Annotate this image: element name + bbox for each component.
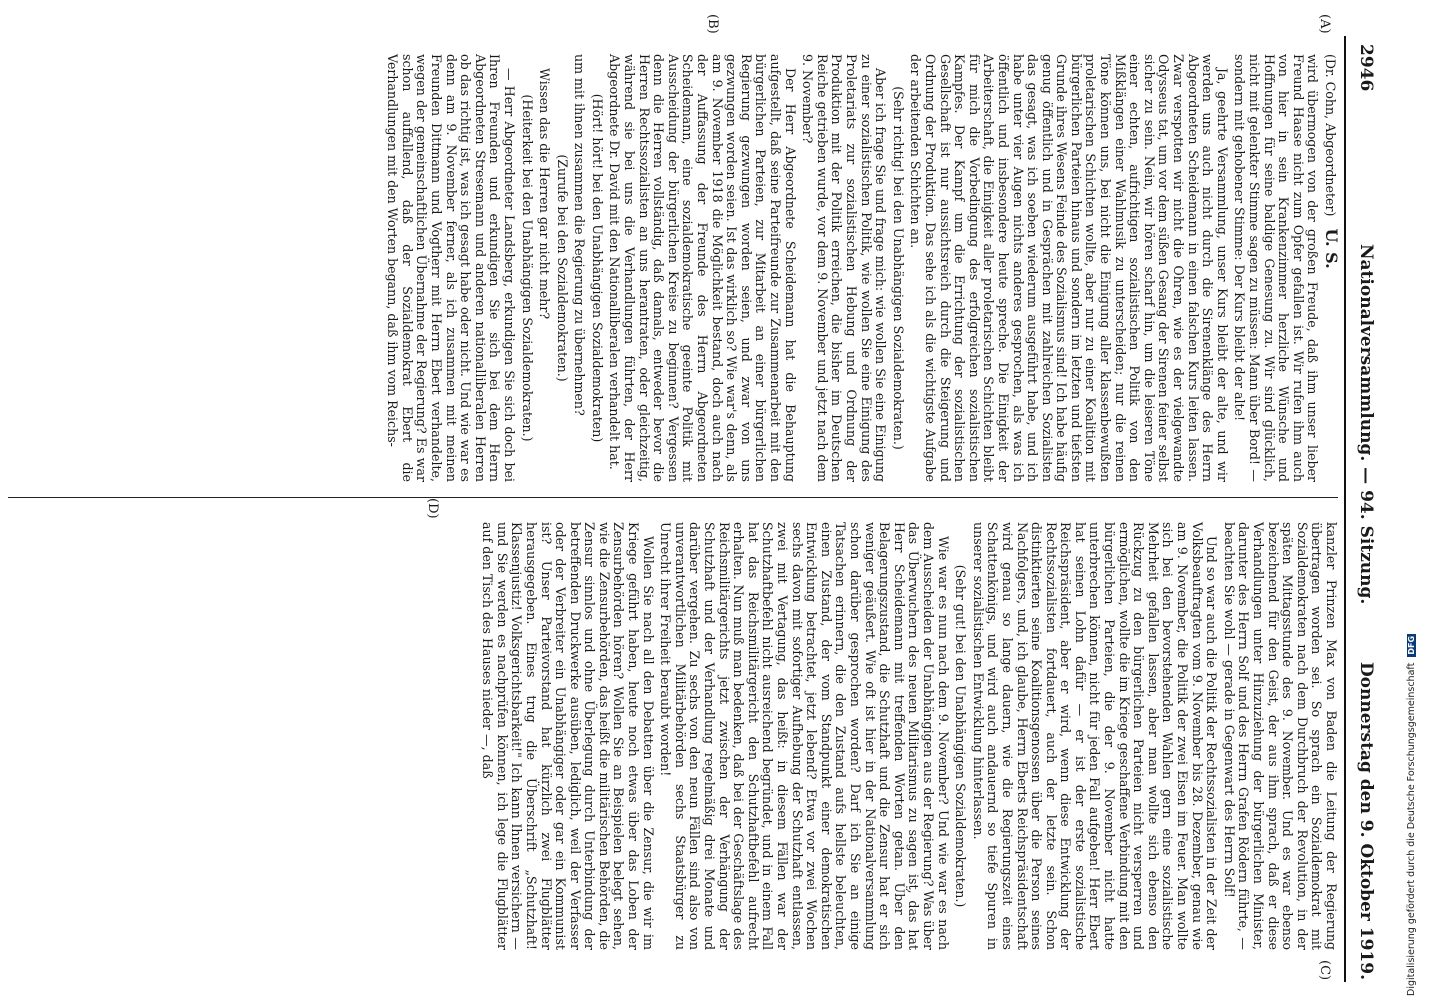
paragraph: Wissen das die Herren gar nicht mehr? [537, 68, 553, 320]
paragraph: Aber ich frage Sie und frage mich: wie wollen Sie eine Einigung zu einer sozialistischen Politik, wie wollen Sie eine Einigung des Proletariats zur sozialistischen Hebung und Ordnung der Produktion mit der Politik erreichen, die bisher im Deutschen Reiche getrieben wurde, vor dem 9. November und jetzt nach dem 9. November? [800, 54, 889, 482]
interjection: (Hört! hört! bei den Unabhängigen Sozialdemokraten) [589, 93, 605, 443]
speaker-line [1322, 54, 1341, 482]
speaker-party: U. S. [1322, 228, 1341, 269]
header-rule [1344, 36, 1346, 982]
credit-text: Digitalisierung gefördert durch die Deutsche Forschungsgemeinschaft [1406, 662, 1417, 996]
margin-mark-c: (C) [1317, 960, 1332, 981]
paragraph: wird übermogen von der großen Freude, daß ihm unser lieber Freund Haase nicht zum Opfer gefallen ist. Wir rufen ihm auch von hier in sein Krankenzimmer herzliche Wünsche und Hoffnungen für seine baldige Genesung zu. Wir sind glücklich, nicht mit gelenkter Stimme sagen zu müssen: Mann über Bord! — sondern mit gehobener Stimme: Der Kurs bleibt der alte! [1232, 54, 1321, 482]
digitization-credit [1398, 600, 1434, 1000]
paragraph: um mit ihnen zusammen die Regierung zu übernehmen? [572, 54, 588, 416]
column-divider [8, 497, 1338, 498]
paragraph: Wollen Sie nach all den Debatten über die Zensur, die wir im Kriege geführt haben, heute noch etwas über das Loben der Zensurbehörden hören? Wollen Sie an Beispielen belegt sehen, wie die Zensurbehörden, das heißt die militärischen Behörden, die Zensur sinnlos und ohne Überlegung durch Unterbindung der betreffenden Druckwerke ausüben, lediglich, weil der Verfasser oder der Verbreiter ein Unabhängiger oder gar ein Kommunist ist? Unser Parteivorstand hat kürzlich zwei Flugblätter herausgegeben. Eines trug die Überschrift „Schutzhaft! Klassenjustiz! Volksgerichtsbarkeit!" Ich kann Ihnen versichern — und Sie werden es nachprüfen können, ich lege die Flugblätter auf den Tisch des Hauses nieder —, daß [480, 522, 656, 950]
page-date: Donnerstag den 9. Oktober 1919. [1356, 661, 1376, 980]
interjection: (Zurufe bei den Sozialdemokraten.) [554, 154, 570, 382]
left-column [382, 54, 1341, 482]
margin-mark-d: (D) [425, 498, 440, 519]
paragraph: — Herr Abgeordneter Landsberg, erkundigen Sie sich doch bei Ihren Freunden und erkundigen Sie sich bei dem Herrn Abgeordneten Stresemann und anderen nationalliberalen Herren ob das richtig ist, was ich gesagt habe oder nicht. Und wie war es denn am 9. November ferner, als ich zusammen mit meinen Freunden Dittmann und Vogtherr mit Herrn Ebert verhandelte, wegen der gemeinschaftlichen Übernahme der Regierung? Es war schon auffallend, daß der Sozialdemokrat Ebert die Verhandlungen mit den Worten begann, daß ihm vom Reichs- [385, 54, 517, 482]
margin-mark-a: (A) [1317, 14, 1332, 34]
page-title: Nationalversammlung. — 94. Sitzung. [1356, 244, 1376, 605]
interjection: (Sehr richtig! bei den Unabhängigen Sozialdemokraten.) [890, 86, 906, 450]
page-header [1348, 44, 1376, 980]
paragraph: kanzler Prinzen Max von Baden die Leitung der Regierung übertragen worden sei. So sprach ein Sozialdemokrat mit Sozialdemokraten nach dem Durchbruch der Revolution, in der späten Mittagsstunde des 9. November. Und es war ebenso bezeichnend für den Geist, der aus ihm sprach, daß er diese Verhandlungen unter Hinzuziehung der bürgerlichen Minister, darunter des Herrn Solf und des Herrn Grafen Rödern führte, — beachten Sie wohl — gerade in Gegenwart des Herrn Solf! [1221, 522, 1339, 950]
paragraph: Der Herr Abgeordnete Scheidemann hat die Behauptung aufgestellt, daß seine Parteifreunde zur Zusammenarbeit mit den bürgerlichen Parteien, zur Mitarbeit an einer bürgerlichen Regierung gezwungen worden seien, und zwar von uns gezwungen worden seien. Ist das wirklich so? Wie war's denn, als am 9. November 1918 die Möglichkeit bestand, doch auch nach der Auffassung der Freunde des Herrn Abgeordneten Scheidemann, eine sozialdemokratische geeinte Politik mit Ausscheidung der bürgerlichen Kreise zu beginnen? Vergessen denn die Herren vollständig, daß damals, entweder bevor die Herren Rechtssozialisten an uns herantraten, oder gleichzeitig, während sie bei uns die Verhandlungen führten, der Herr Abgeordnete Dr. David mit den Nationalliberalen verhandelt hat. [607, 54, 798, 482]
credit-text-line [1406, 616, 1422, 996]
margin-mark-b: (B) [705, 14, 720, 34]
page-number: 2946 [1356, 44, 1376, 92]
interjection: (Heiterkeit bei den Unabhängigen Sozialdemokraten.) [519, 94, 535, 442]
speaker-name: (Dr. Cohn, Abgeordneter) [1323, 54, 1338, 217]
paragraph: Und so war auch die Politik der Rechtssozialisten in der Zeit der Volksbeauftragten vom 9. November bis 28. Dezember, genau wie am 9. November, die Politik der zwei Eisen im Feuer. Man wollte sich bei den bevorstehenden Wahlen gern eine sozialistische Mehrheit gefallen lassen, aber man wollte sich ebenso den Rückzug zu den bürgerlichen Parteien nicht versperren und ermöglichen, wollte die im Kriege geschaffene Verbindung mit den bürgerlichen Parteien, die der 9. November nicht hatte unterbrechen können, nicht für jeden Fall aufgeben! Herr Ebert hat seinen Lohn dafür — er ist der erste sozialistische Reichspräsident, aber er wird, wenn diese Entwicklung der Rechtssozialisten fortdauert, auch der letzte sein. Schon distinktierten seine Koalitionsgenossen über die Person seines Nachfolgers, und, ich glaube, Herrn Eberts Reichspräsidentschaft wird genau so lange dauern, wie die Regierungszeit eines Schattenkönigs, und wird auch andauernd so tiefe Spuren in unserer sozialistischen Entwicklung hinterlassen. [970, 522, 1220, 950]
paragraph: Wie war es nun nach dem 9. November? Und wie war es nach dem Ausscheiden der Unabhängigen aus der Regierung? Was über das Überwuchern des neuen Militarismus zu sagen ist, das hat Herr Scheidemann mit treffenden Worten getan. Über den Belagerungszustand, die Schutzhaft und die Zensur hat er sich weniger geäußert. Wie oft ist hier in der Nationalversammlung schon darüber gesprochen worden? Darf ich Sie an einige Tatsachen erinnern, die den Zustand aufs hellste beleuchten, einen Zustand, der vom Standpunkt einer demokratischen Entwicklung betrachtet, jetzt lebend? Etwa vor zwei Wochen sechs davon mit sofortiger Aufhebung der Schutzhaft entlassen, zwei mit Vertagung, das heißt: in diesem Fällen war der Schutzhaftbefehl nicht ausreichend begründet, und in einem Fall hat das Reichsmilitärgericht den Schutzhaftbefehl aufrecht erhalten. Nun muß man bedenken, daß bei der Geschäftslage des Reichsmilitärgerichts jetzt zwischen der Verhängung der Schutzhaft und der Verhandlung regelmäßig drei Monate und darüber vergehen. Zu sechs von den neun Fällen sind also von unverantwortlichen Militärbehörden sechs Staatsbürger zu Unrecht ihrer Freiheit beraubt worden! [658, 522, 951, 950]
dfg-logo: DFG [1407, 635, 1416, 655]
interjection: (Sehr gut! bei den Unabhängigen Sozialdemokraten.) [953, 564, 969, 908]
paragraph: Ja, geehrte Versammlung, unser Kurs bleibt der alte, und wir werden uns auch nicht durch die Sirenenklänge des Herrn Abgeordneten Scheidemann in einen falschen Kurs leiten lassen. Zwar verspotten wir nicht die Ohren, wie es der vielgewandte Odysseus tat, um vor dem süßen Gesang der Sirenen feiner selbst sicher zu sein. Nein, wir hören scharf hin, um die leiseren Töne einer echten, aufrichtigen sozialistischen Politik von den Mißklängen einer Wahlmusik zu unterscheiden; nur die reinen Töne können uns, bei nicht die Einigung aller klassenbewußten proletarischen Schichten wollte, aber nur zu einer Koalition mit bürgerlichen Parteien hinaus und sondern im letzten und tiefsten Grunde ihres Wesens Feinde des Sozialismus sind! Ich habe häufig genug öffentlich und in Gesprächen mit zahlreichen Sozialisten das gesagt, was ich soeben wiederum ausgeführt habe, und ich habe unter vier Augen nichts anderes gesprochen, als was ich öffentlich und insbesondere heute spreche. Die Einigkeit der Arbeiterschaft, die Einigkeit aller proletarischen Schichten bleibt für mich die Vorbedingung des erfolgreichen sozialistischen Kampfes. Der Kampf um die Errichtung der sozialistischen Gesellschaft ist nur aussichtsreich durch die Steigerung und Ordnung der Produktion. Das sehe ich als die wichtigste Aufgabe der arbeitenden Schichten an. [908, 54, 1230, 482]
right-column [477, 522, 1338, 950]
